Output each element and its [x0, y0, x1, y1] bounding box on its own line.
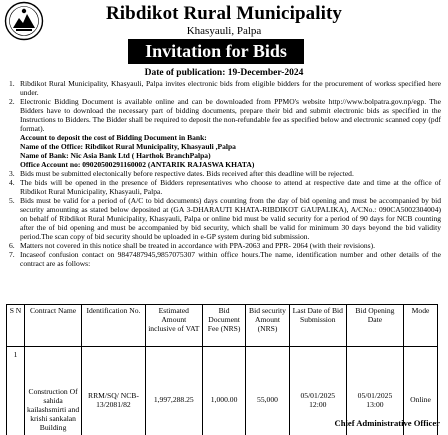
table-cell: RRM/SQ/ NCB-13/2081/82 [82, 347, 146, 435]
org-name: Ribdikot Rural Municipality [105, 3, 343, 24]
table-cell: 1,000.00 [202, 347, 245, 435]
column-header: Identification No. [82, 305, 146, 347]
table-cell: 05/01/2025 12:00 [289, 347, 346, 435]
notice-item: 2. Electronic Bidding Document is available online and can be downloaded from PPMO's website http://www.bolpatra.gov.np/egp. The Bidders have to download the necessary part of bidding documents, prepare their bid and submit electronic bids as specified in the Instructions to Bidders. The Bidder shall be required to deposit the non-refundable fee as specified below and electronic scanned copy (pdf format). [9, 97, 441, 133]
notice-item: 4. The bids will be opened in the presence of Bidders representatives who choose to attend at respective date and time at the office of Ribdikot Rural Municipality, Khasyauli, Palpa. [9, 178, 441, 196]
notice-item: 5. Bids must be valid for a period of (A/C to bid documents) days counting from the day of bid opening and must be accompanied by bid security amounting as stated below deposited at (GA 3-DHARAUTI KHATA-RIBDIKOT GAUPALIKA), A/CNo.: 090CA5002304004) on behalf of Ribdikot Rural Municipality, Khasyauli, Palpa or online bid must be valid security for a period of 90 days for NCB counting after the of bid opening and must be accompanied by bid security, which shall be valid for minimum 30 days beyond the bid validity period.The scan copy of bid security should be uploaded in e-GP system during bid submission. [9, 196, 441, 241]
table-cell: 1,997,288.25 [145, 347, 202, 435]
bank-name-line: Name of Bank: Nic Asia Bank Ltd ( Harthok BranchPalpa) [20, 151, 211, 160]
org-address: Khasyauli, Palpa [186, 25, 262, 37]
column-header: S N [7, 305, 25, 347]
column-header: Estimated Amount inclusive of VAT [145, 305, 202, 347]
column-header: Last Date of Bid Submission [289, 305, 346, 347]
notice-item: 6. Matters not covered in this notice shall be treated in accordance with PPA-2063 and PPR- 2064 (with their revisions). [9, 241, 375, 250]
table-cell: 55,000 [246, 347, 289, 435]
office-name-line: Name of the Office: Ribdikot Rural Municipality, Khasyauli ,Palpa [20, 142, 236, 151]
column-header: Contract Name [25, 305, 82, 347]
publication-date: Date of publication: 19-December-2024 [144, 68, 304, 78]
notice-body [8, 79, 441, 268]
column-header: Bid Document Fee (NRS) [202, 305, 245, 347]
column-header: Bid Opening Date [346, 305, 403, 347]
column-header: Bid security Amount (NRS) [246, 305, 289, 347]
signature-title: Chief Administrative Officer [334, 418, 440, 428]
table-cell: Online [404, 347, 438, 435]
table-cell: 05/01/2025 13:00 [346, 347, 403, 435]
table-header-row [7, 305, 438, 347]
office-account-line: Office Account no: 09020500291160002 (ANTARIK RAJASWA KHATA) [20, 160, 255, 169]
bank-account-heading: Account to deposit the cost of Bidding Document in Bank: [20, 133, 207, 142]
table-cell: 1 [7, 347, 25, 435]
notice-item: 3. Bids must be submitted electonically before respective dates. Bids received after this deadline will be rejected. [9, 169, 354, 178]
table-cell: Construction Of sahida kailashsmirti and krishi sankalan Building [25, 347, 82, 435]
invitation-banner: Invitation for Bids [128, 39, 304, 64]
notice-item: 1. Ribdikot Rural Municipality, Khasyauli, Palpa invites electronic bids from eligible bidders for the procurement of workss specified here under. [9, 79, 441, 97]
column-header: Mode [404, 305, 438, 347]
contract-table [6, 304, 438, 435]
notice-item: 7. Incaseof confusion contact on 9847487945,9857075307 within office hours.The name, identification number and other details of the contract are as follows: [9, 250, 441, 268]
